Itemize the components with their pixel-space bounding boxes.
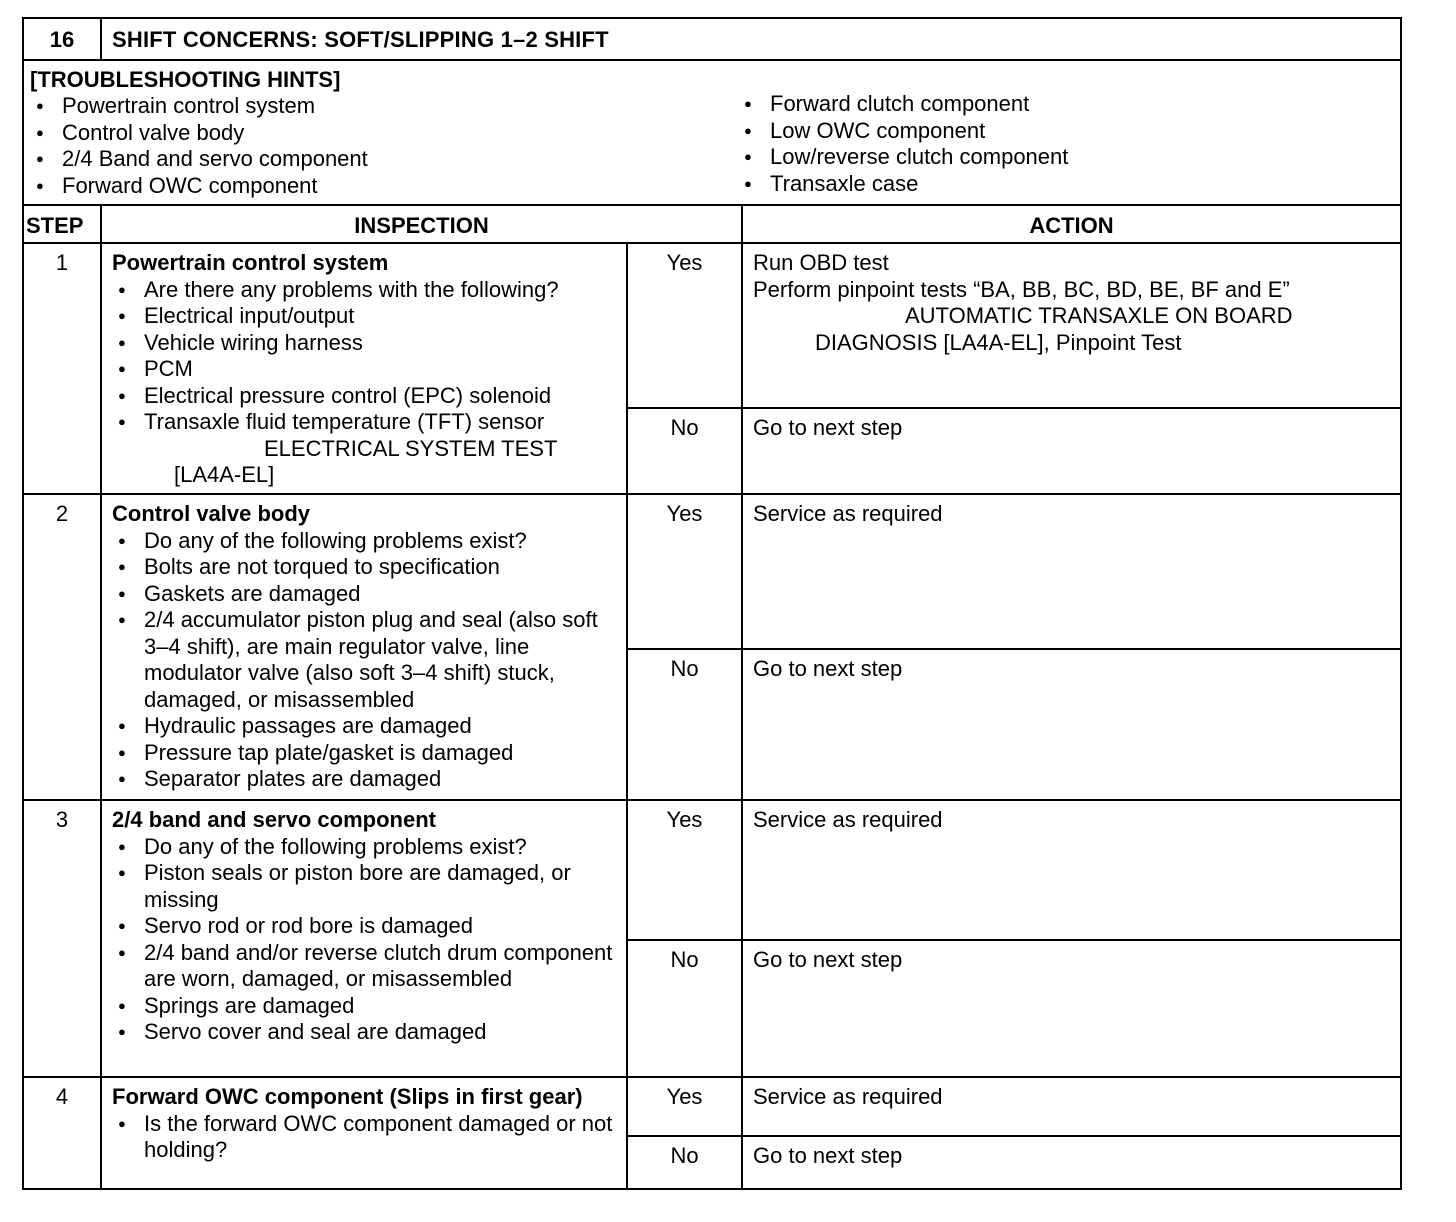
hint-item: ● Powertrain control system xyxy=(30,93,368,120)
no-action: Go to next step xyxy=(743,939,1400,1076)
inspection-item: ● Are there any problems with the following? xyxy=(112,277,616,304)
no-label: No xyxy=(628,939,741,1076)
step-inspection xyxy=(100,1078,626,1188)
action-reference: DIAGNOSIS [LA4A-EL], Pinpoint Test xyxy=(815,329,1182,355)
inspection-item: ● Vehicle wiring harness xyxy=(112,330,616,357)
step-1-row xyxy=(24,242,1400,493)
yes-label: Yes xyxy=(666,501,703,526)
inspection-item: ● 2/4 accumulator piston plug and seal (also soft 3–4 shift), are main regulator valve, line modulator valve (also soft 3–4 shift) stuck, damaged, or misassembled xyxy=(112,607,616,713)
no-label: No xyxy=(628,407,741,493)
hint-item: ● Low OWC component xyxy=(738,118,1068,145)
inspection-item: ● Piston seals or piston bore are damaged, or missing xyxy=(112,860,616,913)
inspection-title: Control valve body xyxy=(112,501,311,526)
action-line: Perform pinpoint tests “BA, BB, BC, BD, BE, BF and E” xyxy=(753,276,1290,302)
step-result-column xyxy=(626,495,741,799)
inspection-item: ● Do any of the following problems exist? xyxy=(112,834,616,861)
inspection-item: ● Electrical input/output xyxy=(112,303,616,330)
inspection-title: 2/4 band and servo component xyxy=(112,807,436,832)
inspection-item: ● Servo cover and seal are damaged xyxy=(112,1019,616,1046)
reference-link: ELECTRICAL SYSTEM TEST xyxy=(264,435,558,461)
inspection-title: Forward OWC component (Slips in first gear) xyxy=(112,1084,583,1109)
yes-action: Service as required xyxy=(753,1084,943,1109)
title-row xyxy=(24,19,1400,59)
procedure-number: 16 xyxy=(49,27,75,52)
inspection-item: ● Pressure tap plate/gasket is damaged xyxy=(112,740,616,767)
no-label: No xyxy=(628,1135,741,1188)
step-inspection xyxy=(100,495,626,799)
yes-label: Yes xyxy=(666,1084,703,1109)
step-result-column xyxy=(626,1078,741,1188)
step-number: 3 xyxy=(55,807,69,832)
step-result-column xyxy=(626,801,741,1076)
troubleshooting-hints xyxy=(24,59,1400,204)
yes-label: Yes xyxy=(666,250,703,275)
step-3-row xyxy=(24,799,1400,1076)
reference-link-code: [LA4A-EL] xyxy=(174,462,275,487)
yes-action: Service as required xyxy=(753,501,943,526)
step-action-column xyxy=(741,801,1400,1076)
step-2-row xyxy=(24,493,1400,799)
inspection-item: ● Servo rod or rod bore is damaged xyxy=(112,913,616,940)
step-number: 1 xyxy=(55,250,69,275)
inspection-item: ● PCM xyxy=(112,356,616,383)
yes-action xyxy=(743,244,1400,407)
hint-item: ● Forward OWC component xyxy=(30,173,368,200)
action-line: Run OBD test xyxy=(753,250,889,275)
hint-item: ● 2/4 Band and servo component xyxy=(30,146,368,173)
hint-item: ● Control valve body xyxy=(30,120,368,147)
inspection-item: ● 2/4 band and/or reverse clutch drum component are worn, damaged, or misassembled xyxy=(112,940,616,993)
column-action: ACTION xyxy=(741,206,1400,242)
procedure-title: SHIFT CONCERNS: SOFT/SLIPPING 1–2 SHIFT xyxy=(100,19,1400,59)
step-inspection xyxy=(100,244,626,493)
action-reference: AUTOMATIC TRANSAXLE ON BOARD xyxy=(905,303,1293,328)
hint-item: ● Forward clutch component xyxy=(738,91,1068,118)
no-label: No xyxy=(628,648,741,799)
troubleshooting-table xyxy=(22,17,1402,1190)
hint-item: ● Low/reverse clutch component xyxy=(738,144,1068,171)
no-action: Go to next step xyxy=(743,1135,1400,1188)
column-inspection: INSPECTION xyxy=(100,206,741,242)
yes-label: Yes xyxy=(666,807,703,832)
column-header-row xyxy=(24,204,1400,242)
step-number: 4 xyxy=(55,1084,69,1109)
inspection-item: ● Is the forward OWC component damaged or not holding? xyxy=(112,1111,616,1164)
step-result-column xyxy=(626,244,741,493)
no-action: Go to next step xyxy=(743,648,1400,799)
inspection-title: Powertrain control system xyxy=(112,250,389,275)
no-action: Go to next step xyxy=(743,407,1400,493)
inspection-item: ● Springs are damaged xyxy=(112,993,616,1020)
column-step: STEP xyxy=(26,213,84,238)
inspection-item: ● Gaskets are damaged xyxy=(112,581,616,608)
inspection-item: ● Transaxle fluid temperature (TFT) sensor xyxy=(112,409,616,436)
hints-left-column xyxy=(30,93,368,199)
inspection-item: ● Bolts are not torqued to specification xyxy=(112,554,616,581)
inspection-item: ● Do any of the following problems exist? xyxy=(112,528,616,555)
step-4-row xyxy=(24,1076,1400,1188)
step-action-column xyxy=(741,495,1400,799)
step-action-column xyxy=(741,244,1400,493)
hints-heading: [TROUBLESHOOTING HINTS] xyxy=(30,67,341,92)
hint-item: ● Transaxle case xyxy=(738,171,1068,198)
step-action-column xyxy=(741,1078,1400,1188)
inspection-item: ● Hydraulic passages are damaged xyxy=(112,713,616,740)
step-number: 2 xyxy=(55,501,69,526)
inspection-item: ● Separator plates are damaged xyxy=(112,766,616,793)
hints-right-column xyxy=(738,91,1068,197)
yes-action: Service as required xyxy=(753,807,943,832)
step-inspection xyxy=(100,801,626,1076)
inspection-item: ● Electrical pressure control (EPC) solenoid xyxy=(112,383,616,410)
